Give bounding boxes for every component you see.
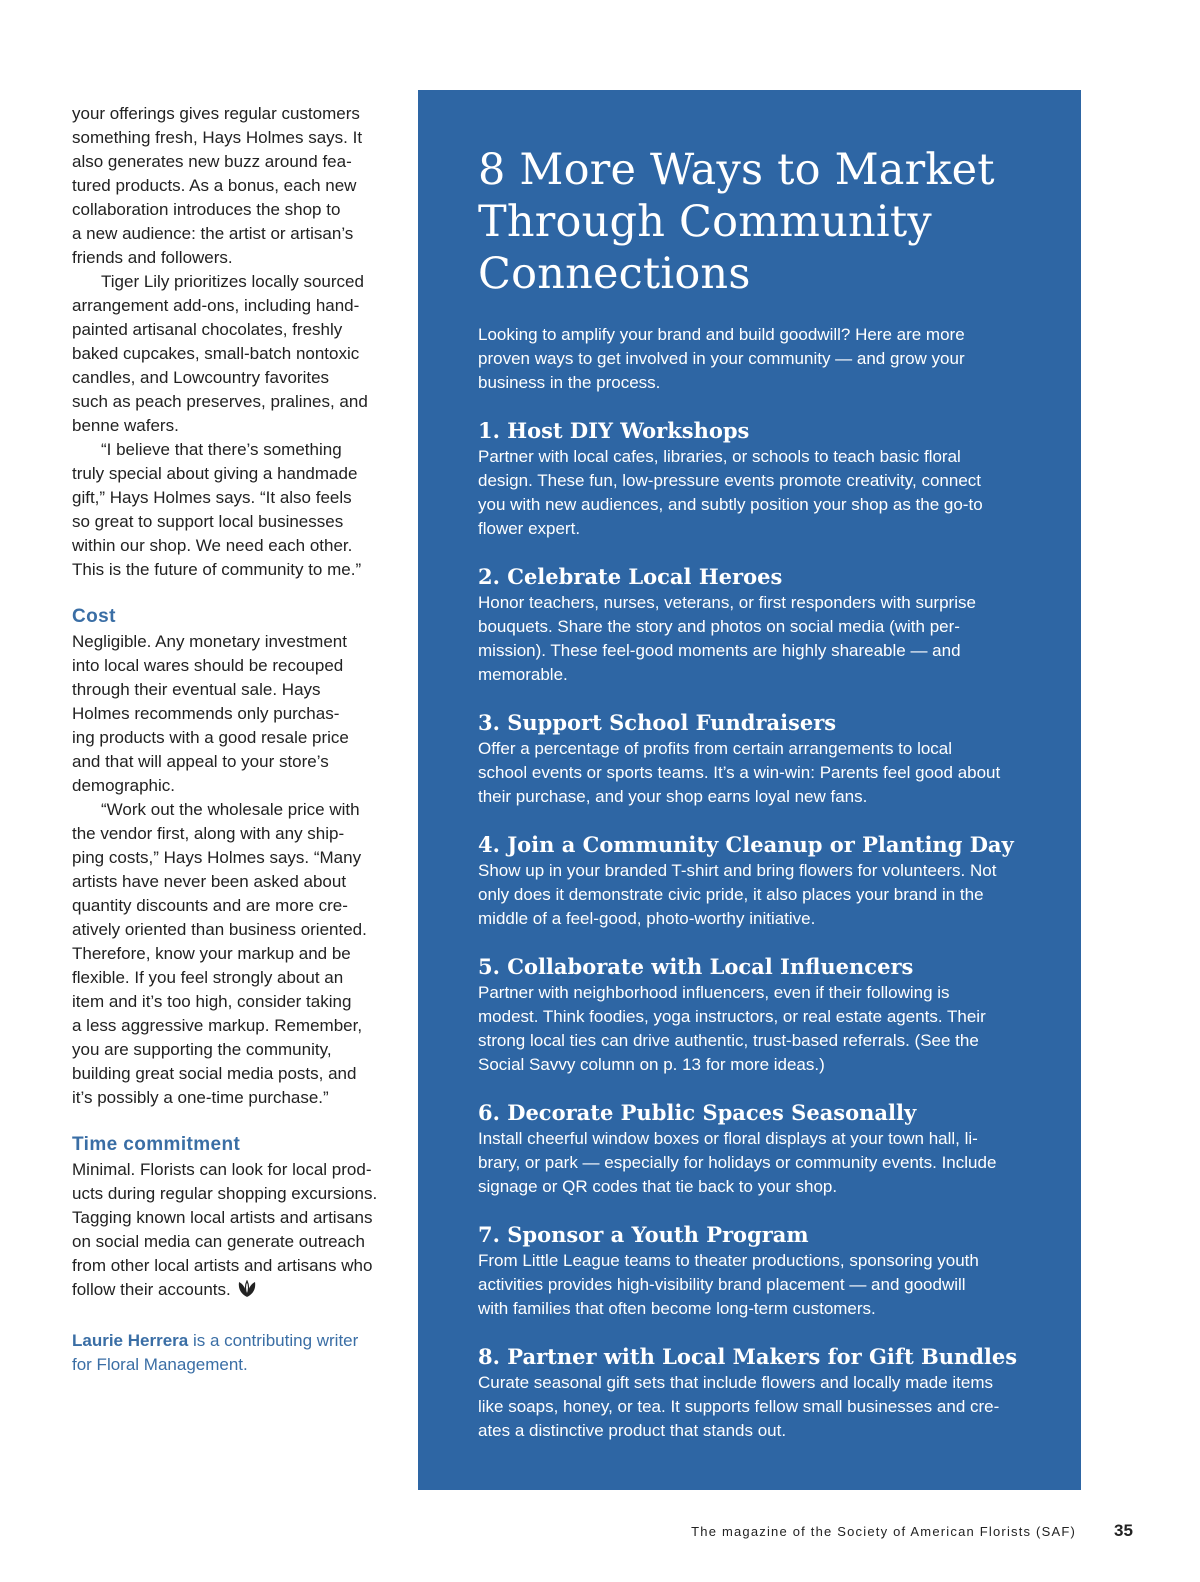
tip-title: 2. Celebrate Local Heroes	[478, 564, 783, 589]
publication-footer: The magazine of the Society of American Florists (SAF)	[691, 1524, 1076, 1539]
sidebar-intro: Looking to amplify your brand and build goodwill? Here are more proven ways to get involved in your community — and grow your business in the process.	[478, 325, 965, 392]
tip-title: 1. Host DIY Workshops	[478, 418, 750, 443]
tip-body: Partner with local cafes, libraries, or schools to teach basic floral design. These fun, low-pressure events promote creativity, connect you with new audiences, and subtly position your shop as the go-to flower expert.	[478, 447, 983, 538]
tip-title: 6. Decorate Public Spaces Seasonally	[478, 1100, 917, 1125]
tip-body: Install cheerful window boxes or floral displays at your town hall, li- brary, or park — especially for holidays or community events. Include signage or QR codes that tie back to your shop.	[478, 1129, 997, 1196]
body-paragraph: Minimal. Florists can look for local prod- ucts during regular shopping excursions. Tagging known local artists and artisans on social media can generate outreach from other local artists and artisans who follow their accounts.	[72, 1158, 390, 1305]
tip-item	[478, 953, 1023, 1077]
body-paragraph: Negligible. Any monetary investment into local wares should be recouped through their eventual sale. Hays Holmes recommends only purchas- ing products with a good resale price and that will appeal to your store’s demographic.	[72, 632, 349, 795]
body-paragraph: your offerings gives regular customers something fresh, Hays Holmes says. It also generates new buzz around fea- tured products. As a bonus, each new collaboration introduces the shop to a new audience: the artist or artisan’s friends and followers.	[72, 104, 363, 267]
tip-item	[478, 563, 1023, 687]
tip-body: Offer a percentage of profits from certain arrangements to local school events or sports teams. It’s a win-win: Parents feel good about their purchase, and your shop earns loyal new fans.	[478, 739, 1001, 806]
time-commitment-heading: Time commitment	[72, 1134, 241, 1155]
time-commitment-section	[72, 1132, 390, 1305]
tip-title: 7. Sponsor a Youth Program	[478, 1222, 809, 1247]
quote-paragraph: “Work out the wholesale price with the vendor first, along with any ship- ping costs,” Hays Holmes says. “Many artists have never been asked about quantity discounts and are more cre- atively oriented than business oriented. Therefore, know your markup and be flexible. If you feel strongly about an item and it’s too high, consider taking a less aggressive markup. Remember, you are supporting the community, building great social media posts, and it’s possibly a one-time purchase.”	[72, 800, 367, 1107]
community-marketing-sidebar	[418, 90, 1081, 1490]
tip-item	[478, 1099, 1023, 1199]
tip-item	[478, 709, 1023, 809]
page-number: 35	[1114, 1521, 1133, 1540]
saf-leaf-logo-icon	[237, 1280, 257, 1305]
body-paragraph: “I believe that there’s something truly special about giving a handmade gift,” Hays Holmes says. “It also feels so great to support local businesses within our shop. We need each other. This is the future of community to me.”	[72, 440, 362, 579]
tip-item	[478, 1343, 1023, 1443]
tip-body: Curate seasonal gift sets that include flowers and locally made items like soaps, honey, or tea. It supports fellow small businesses and cre- ates a distinctive product that stands out.	[478, 1373, 1000, 1440]
author-bio: Laurie Herrera is a contributing writer for Floral Management.	[72, 1331, 359, 1374]
tip-title: 4. Join a Community Cleanup or Planting Day	[478, 832, 1014, 857]
tip-body: Honor teachers, nurses, veterans, or first responders with surprise bouquets. Share the story and photos on social media (with per- mission). These feel-good moments are highly shareable — and memorable.	[478, 593, 976, 684]
tip-item	[478, 417, 1023, 541]
tip-title: 3. Support School Fundraisers	[478, 710, 837, 735]
tip-item	[478, 1221, 1023, 1321]
cost-heading: Cost	[72, 606, 116, 627]
tip-body: Partner with neighborhood influencers, even if their following is modest. Think foodies, yoga instructors, or real estate agents. Their strong local ties can drive authentic, trust-based referrals. (See the Social Savvy column on p. 13 for more ideas.)	[478, 983, 986, 1074]
tip-title: 8. Partner with Local Makers for Gift Bundles	[478, 1344, 1018, 1369]
sidebar-title: 8 More Ways to Market Through Community Connections	[478, 145, 995, 299]
tip-body: Show up in your branded T-shirt and bring flowers for volunteers. Not only does it demonstrate civic pride, it also places your brand in the middle of a feel-good, photo-worthy initiative.	[478, 861, 997, 928]
article-left-column	[72, 102, 390, 1377]
tip-title: 5. Collaborate with Local Influencers	[478, 954, 914, 979]
cost-section	[72, 604, 390, 1110]
tip-item	[478, 831, 1023, 931]
tip-body: From Little League teams to theater productions, sponsoring youth activities provides high-visibility brand placement — and goodwill with families that often become long-term customers.	[478, 1251, 979, 1318]
author-name: Laurie Herrera	[72, 1331, 189, 1350]
body-paragraph: Tiger Lily prioritizes locally sourced arrangement add-ons, including hand- painted artisanal chocolates, freshly baked cupcakes, small-batch nontoxic candles, and Lowcountry favorites such as peach preserves, pralines, and benne wafers.	[72, 272, 368, 435]
